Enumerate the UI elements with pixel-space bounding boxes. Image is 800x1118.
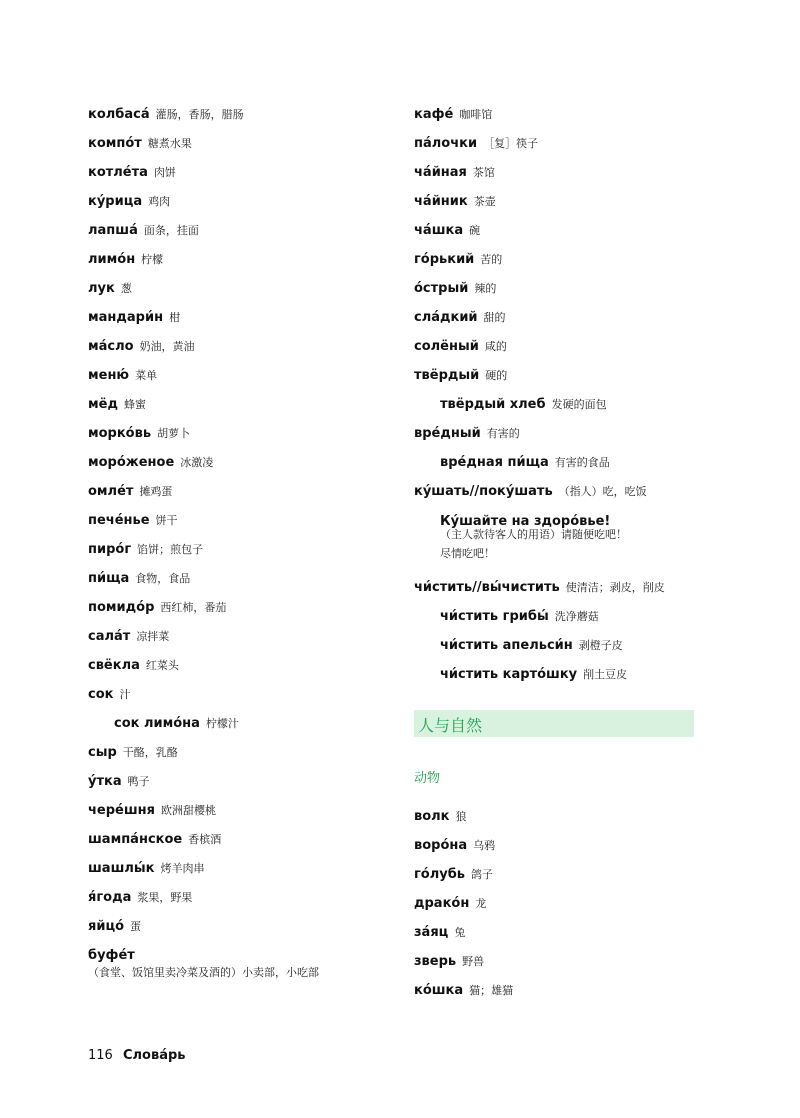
entry-word: ча́шка xyxy=(414,223,464,238)
entry-word: колбаса́ xyxy=(88,107,150,122)
entry-gloss: 柑 xyxy=(169,311,181,324)
entry-word: пи́ща xyxy=(88,571,130,586)
entry-word: мандари́н xyxy=(88,310,164,325)
entry-gloss: 鸡肉 xyxy=(148,195,171,208)
dictionary-entry xyxy=(414,335,507,354)
entry-word: шампа́нское xyxy=(88,832,183,847)
entry-word: яйцо́ xyxy=(88,919,125,934)
entry-gloss: 灌肠，香肠，腊肠 xyxy=(155,108,244,121)
dictionary-entry xyxy=(440,451,610,470)
dictionary-entry xyxy=(88,132,192,151)
dictionary-entry xyxy=(88,248,163,267)
entry-word: солёный xyxy=(414,339,479,354)
entry-word: у́тка xyxy=(88,774,122,789)
dictionary-entry xyxy=(88,538,203,557)
dictionary-entry xyxy=(88,393,146,412)
dictionary-entry xyxy=(414,277,496,296)
dictionary-entry xyxy=(440,393,607,412)
entry-gloss: 菜单 xyxy=(135,369,158,382)
dictionary-entry xyxy=(88,509,178,528)
entry-gloss: 食物，食品 xyxy=(135,572,191,585)
entry-word: драко́н xyxy=(414,896,470,911)
entry-word: вре́дный xyxy=(414,426,481,441)
entry-word: твёрдый хлеб xyxy=(440,397,546,412)
entry-gloss: （食堂、饭馆里卖冷菜及酒的）小卖部，小吃部 xyxy=(88,966,319,979)
entry-word: мёд xyxy=(88,397,118,412)
entry-gloss: 鸭子 xyxy=(127,775,150,788)
entry-word: ку́рица xyxy=(88,194,143,209)
entry-gloss: 柠檬 xyxy=(141,253,164,266)
entry-word: го́рький xyxy=(414,252,475,267)
entry-word: ко́шка xyxy=(414,983,464,998)
entry-word: сала́т xyxy=(88,629,131,644)
dictionary-entry xyxy=(88,364,157,383)
entry-word: чи́стить грибы́ xyxy=(440,609,549,624)
section-header-band xyxy=(414,710,694,737)
entry-word: компо́т xyxy=(88,136,142,151)
dictionary-entry xyxy=(440,605,599,624)
subsection-title: 动物 xyxy=(414,771,441,786)
dictionary-entry xyxy=(414,834,495,853)
entry-gloss: 苦的 xyxy=(480,253,503,266)
entry-word: воро́на xyxy=(414,838,468,853)
entry-word: ча́йник xyxy=(414,194,468,209)
dictionary-entry xyxy=(88,335,195,354)
dictionary-entry xyxy=(414,190,496,209)
entry-gloss: 辣的 xyxy=(474,282,497,295)
dictionary-entry xyxy=(88,654,179,673)
section-title: 人与自然 xyxy=(418,716,483,735)
entry-word: лапша́ xyxy=(88,223,138,238)
dictionary-entry xyxy=(88,422,190,441)
dictionary-entry xyxy=(414,132,538,151)
dictionary-entry xyxy=(88,828,221,847)
entry-gloss: 尽情吃吧！ xyxy=(440,547,495,560)
entry-gloss: 狼 xyxy=(455,810,467,823)
entry-gloss: 碗 xyxy=(469,224,481,237)
entry-gloss: 香槟酒 xyxy=(188,833,222,846)
dictionary-entry xyxy=(414,480,647,499)
entry-word: ча́йная xyxy=(414,165,467,180)
dictionary-entry xyxy=(414,364,507,383)
entry-gloss: 蛋 xyxy=(130,920,142,933)
entry-word: сыр xyxy=(88,745,117,760)
entry-word: ку́шать//поку́шать xyxy=(414,484,553,499)
entry-gloss: 有害的 xyxy=(486,427,520,440)
entry-gloss: 茶馆 xyxy=(472,166,495,179)
entry-gloss: 洗净蘑菇 xyxy=(554,610,599,623)
dictionary-entry xyxy=(88,103,244,122)
dictionary-entry xyxy=(88,190,170,209)
entry-gloss: 欧洲甜樱桃 xyxy=(161,804,216,817)
entry-word: о́стрый xyxy=(414,281,469,296)
entry-gloss: 茶壶 xyxy=(473,195,496,208)
entry-gloss: 馅饼；煎包子 xyxy=(137,543,204,556)
entry-word: шашлы́к xyxy=(88,861,155,876)
entry-gloss: 咸的 xyxy=(484,340,507,353)
entry-gloss: 面条，挂面 xyxy=(143,224,199,237)
entry-gloss: （指人）吃，吃饭 xyxy=(558,485,647,498)
page-number: 116 xyxy=(88,1048,113,1063)
entry-word: омле́т xyxy=(88,484,134,499)
dictionary-entry xyxy=(414,921,465,940)
dictionary-entry xyxy=(414,422,520,441)
entry-gloss: 摊鸡蛋 xyxy=(139,485,173,498)
entry-gloss: 冰激凌 xyxy=(180,456,214,469)
entry-gloss: 奶油，黄油 xyxy=(139,340,195,353)
entry-gloss: 肉饼 xyxy=(153,166,176,179)
dictionary-entry xyxy=(414,576,665,595)
entry-gloss: （主人款待客人的用语）请随便吃吧！ xyxy=(440,528,627,541)
entry-word: сок лимо́на xyxy=(114,716,200,731)
entry-gloss: 葱 xyxy=(120,282,132,295)
dictionary-entry xyxy=(88,277,132,296)
dictionary-entry xyxy=(88,799,216,818)
entry-gloss: 柠檬汁 xyxy=(205,717,239,730)
entry-word: зверь xyxy=(414,954,457,969)
dictionary-entry xyxy=(88,886,192,905)
entry-gloss: ［复］筷子 xyxy=(483,137,539,150)
entry-word: чи́стить карто́шку xyxy=(440,667,578,682)
entry-word: за́яц xyxy=(414,925,449,940)
entry-word: лук xyxy=(88,281,115,296)
entry-gloss: 削土豆皮 xyxy=(583,668,628,681)
entry-word: кафе́ xyxy=(414,107,454,122)
entry-word: ма́сло xyxy=(88,339,134,354)
entry-gloss: 浆果，野果 xyxy=(137,891,193,904)
entry-gloss: 汁 xyxy=(119,688,131,701)
entry-word: чере́шня xyxy=(88,803,155,818)
entry-word: Ку́шайте на здоро́вье! xyxy=(440,514,611,529)
dictionary-entry xyxy=(414,979,513,998)
entry-gloss: 野兽 xyxy=(462,955,485,968)
entry-word: я́года xyxy=(88,890,132,905)
entry-word: помидо́р xyxy=(88,600,155,615)
entry-word: буфе́т xyxy=(88,948,135,963)
dictionary-entry xyxy=(88,741,178,760)
entry-word: чи́стить апельси́н xyxy=(440,638,573,653)
entry-gloss: 糖煮水果 xyxy=(147,137,192,150)
dictionary-entry xyxy=(414,306,506,325)
footer-title: Слова́рь xyxy=(122,1048,186,1063)
dictionary-entry xyxy=(88,596,226,615)
entry-word: сла́дкий xyxy=(414,310,478,325)
entry-gloss: 饼干 xyxy=(155,514,178,527)
entry-gloss: 猫；雄猫 xyxy=(469,984,514,997)
entry-gloss: 烤羊肉串 xyxy=(160,862,205,875)
dictionary-entry xyxy=(88,683,130,702)
entry-gloss: 凉拌菜 xyxy=(136,630,170,643)
dictionary-entry xyxy=(88,219,199,238)
entry-gloss: 龙 xyxy=(475,897,487,910)
entry-gloss: 干酪，乳酪 xyxy=(122,746,178,759)
dictionary-entry xyxy=(414,161,495,180)
entry-gloss: 咖啡馆 xyxy=(459,108,493,121)
entry-word: сок xyxy=(88,687,114,702)
entry-word: морко́вь xyxy=(88,426,152,441)
dictionary-entry xyxy=(88,480,172,499)
entry-word: меню́ xyxy=(88,368,130,383)
entry-gloss: 兔 xyxy=(454,926,466,939)
entry-gloss: 有害的食品 xyxy=(554,456,610,469)
entry-gloss: 西红柿，番茄 xyxy=(160,601,227,614)
dictionary-entry xyxy=(414,892,486,911)
entry-gloss: 红菜头 xyxy=(145,659,179,672)
entry-word: пиро́г xyxy=(88,542,132,557)
entry-gloss: 硬的 xyxy=(485,369,508,382)
entry-word: го́лубь xyxy=(414,867,466,882)
dictionary-entry xyxy=(88,567,190,586)
dictionary-entry xyxy=(88,770,150,789)
dictionary-entry xyxy=(440,634,623,653)
entry-gloss: 鸽子 xyxy=(471,868,494,881)
dictionary-entry xyxy=(88,161,176,180)
dictionary-entry xyxy=(88,944,135,963)
dictionary-entry xyxy=(114,712,239,731)
dictionary-entry xyxy=(414,103,492,122)
entry-word: пече́нье xyxy=(88,513,150,528)
dictionary-entry xyxy=(414,863,493,882)
entry-gloss: 蜂蜜 xyxy=(123,398,146,411)
entry-gloss: 胡萝卜 xyxy=(157,427,191,440)
entry-word: твёрдый xyxy=(414,368,480,383)
dictionary-entry xyxy=(440,663,627,682)
dictionary-entry xyxy=(88,857,205,876)
page-footer xyxy=(88,1048,186,1063)
dictionary-entry xyxy=(88,306,180,325)
dictionary-entry xyxy=(414,219,480,238)
dictionary-entry xyxy=(88,451,213,470)
dictionary-entry xyxy=(414,950,484,969)
dictionary-entry xyxy=(88,625,169,644)
entry-gloss: 使清洁；剥皮，削皮 xyxy=(565,581,665,594)
dictionary-entry xyxy=(414,248,502,267)
dictionary-entry xyxy=(88,915,141,934)
entry-word: лимо́н xyxy=(88,252,136,267)
entry-word: па́лочки xyxy=(414,136,478,151)
entry-gloss: 发硬的面包 xyxy=(551,398,607,411)
entry-gloss: 甜的 xyxy=(483,311,506,324)
entry-word: котле́та xyxy=(88,165,148,180)
entry-gloss: 乌鸦 xyxy=(473,839,496,852)
entry-word: свёкла xyxy=(88,658,140,673)
entry-word: вре́дная пи́ща xyxy=(440,455,549,470)
dictionary-entry xyxy=(414,805,467,824)
entry-word: моро́женое xyxy=(88,455,175,470)
entry-gloss: 剥橙子皮 xyxy=(578,639,623,652)
entry-word: волк xyxy=(414,809,450,824)
entry-word: чи́стить//вы́чистить xyxy=(414,580,560,595)
